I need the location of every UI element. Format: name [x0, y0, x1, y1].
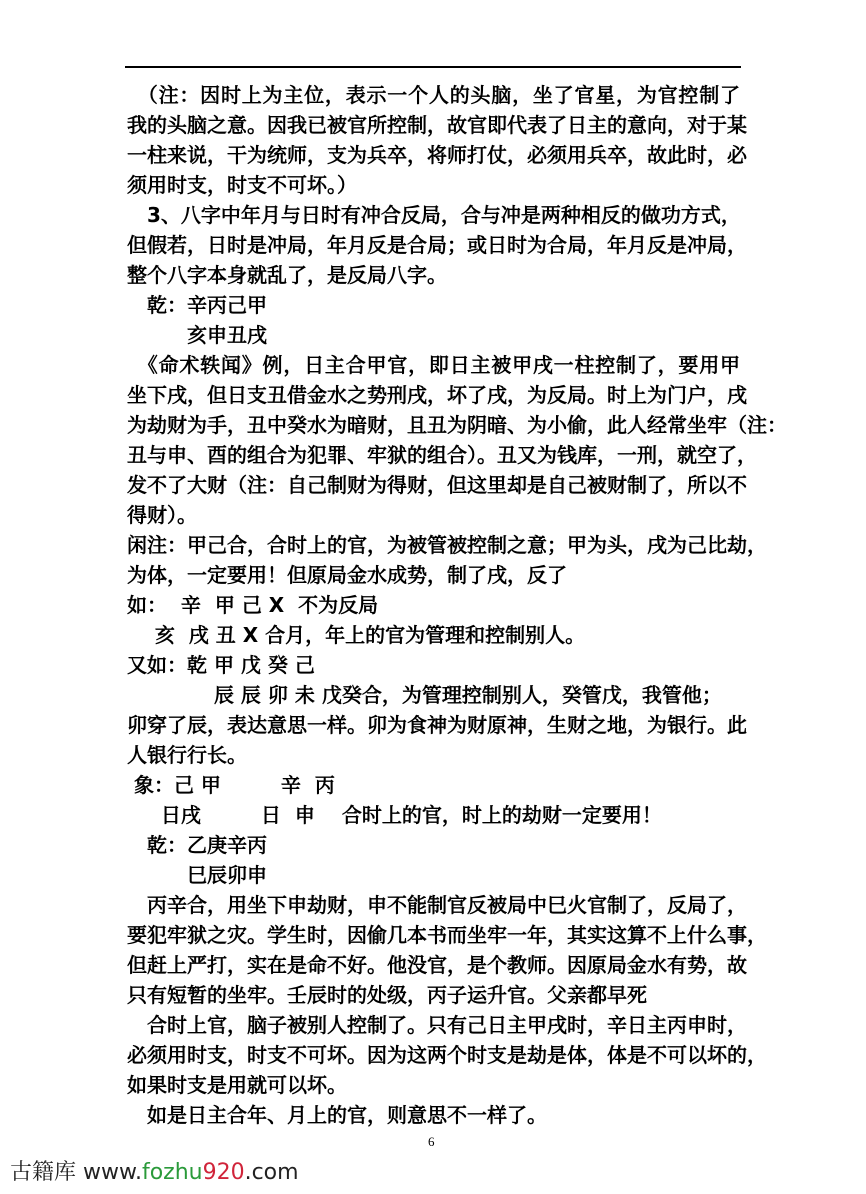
watermark-red: 920: [202, 1160, 245, 1185]
page-footer: [0, 1130, 866, 1194]
text-line: 丙辛合，用坐下申劫财，申不能制官反被局中巳火官制了，反局了，: [127, 893, 747, 917]
text-line: 闲注：甲己合，合时上的官，为被管被控制之意；甲为头，戌为己比劫，: [127, 533, 767, 557]
text-line: 如果时支是用就可以坏。: [127, 1073, 347, 1097]
text-line: （注：因时上为主位，表示一个人的头脑，坐了官星，为官控制了: [127, 83, 740, 107]
page-number: 6: [428, 1134, 435, 1149]
text-line: 亥 戌 丑 X 合月，年上的官为管理和控制别人。: [127, 623, 586, 647]
text-line: 象：己 甲 辛 丙: [127, 773, 335, 797]
text-line: 乾：辛丙己甲: [127, 293, 267, 317]
text-line: 但假若，日时是冲局，年月反是合局；或日时为合局，年月反是冲局，: [127, 233, 747, 257]
text-line: 为劫财为手，丑中癸水为暗财，且丑为阴暗、为小偷，此人经常坐牢（注：: [127, 413, 787, 437]
text-line: 日戌 日 申 合时上的官，时上的劫财一定要用！: [127, 803, 662, 827]
text-line: 又如：乾 甲 戊 癸 己: [127, 653, 315, 677]
watermark: [10, 1158, 299, 1188]
watermark-green: fozhu: [141, 1160, 203, 1185]
watermark-suffix: .com: [244, 1160, 299, 1185]
text-line: 亥申丑戌: [127, 323, 267, 347]
text-line: 人银行行长。: [127, 743, 247, 767]
text-line: 为体，一定要用！但原局金水成势，制了戌，反了: [127, 563, 567, 587]
text-line: 巳辰卯申: [127, 863, 267, 887]
watermark-prefix: 古籍库 www.: [10, 1160, 142, 1185]
text-line: 辰 辰 卯 未 戊癸合，为管理控制别人，癸管戊，我管他；: [127, 683, 722, 707]
text-line: 如是日主合年、月上的官，则意思不一样了。: [127, 1103, 547, 1127]
text-line: 坐下戌，但日支丑借金水之势刑戌，坏了戌，为反局。时上为门户，戌: [127, 383, 747, 407]
text-line: 卯穿了辰，表达意思一样。卯为食神为财原神，生财之地，为银行。此: [127, 713, 747, 737]
text-line: 如： 辛 甲 己 X 不为反局: [127, 593, 379, 617]
text-line: 发不了大财（注：自己制财为得财，但这里却是自己被财制了，所以不: [127, 473, 747, 497]
text-line: 3、八字中年月与日时有冲合反局，合与冲是两种相反的做功方式，: [127, 203, 741, 227]
text-line: 《命术轶闻》例，日主合甲官，即日主被甲戌一柱控制了，要用甲: [127, 353, 740, 377]
text-line: 乾：乙庚辛丙: [127, 833, 267, 857]
text-line: 我的头脑之意。因我已被官所控制，故官即代表了日主的意向，对于某: [127, 113, 747, 137]
text-line: 一柱来说，干为统师，支为兵卒，将师打仗，必须用兵卒，故此时，必: [127, 143, 747, 167]
text-line: 得财）。: [127, 503, 197, 527]
text-line: 合时上官，脑子被别人控制了。只有己日主甲戌时，辛日主丙申时，: [127, 1013, 747, 1037]
text-line: 要犯牢狱之灾。学生时，因偷几本书而坐牢一年，其实这算不上什么事，: [127, 923, 767, 947]
text-line: 须用时支，时支不可坏。）: [127, 173, 357, 197]
document-body: [127, 0, 787, 1130]
text-line: 但赶上严打，实在是命不好。他没官，是个教师。因原局金水有势，故: [127, 953, 747, 977]
text-line: 只有短暂的坐牢。壬辰时的处级，丙子运升官。父亲都早死: [127, 983, 647, 1007]
text-line: 必须用时支，时支不可坏。因为这两个时支是劫是体，体是不可以坏的，: [127, 1043, 767, 1067]
text-line: 整个八字本身就乱了，是反局八字。: [127, 263, 447, 287]
text-line: 丑与申、酉的组合为犯罪、牢狱的组合）。丑又为钱库，一刑，就空了，: [127, 443, 757, 467]
